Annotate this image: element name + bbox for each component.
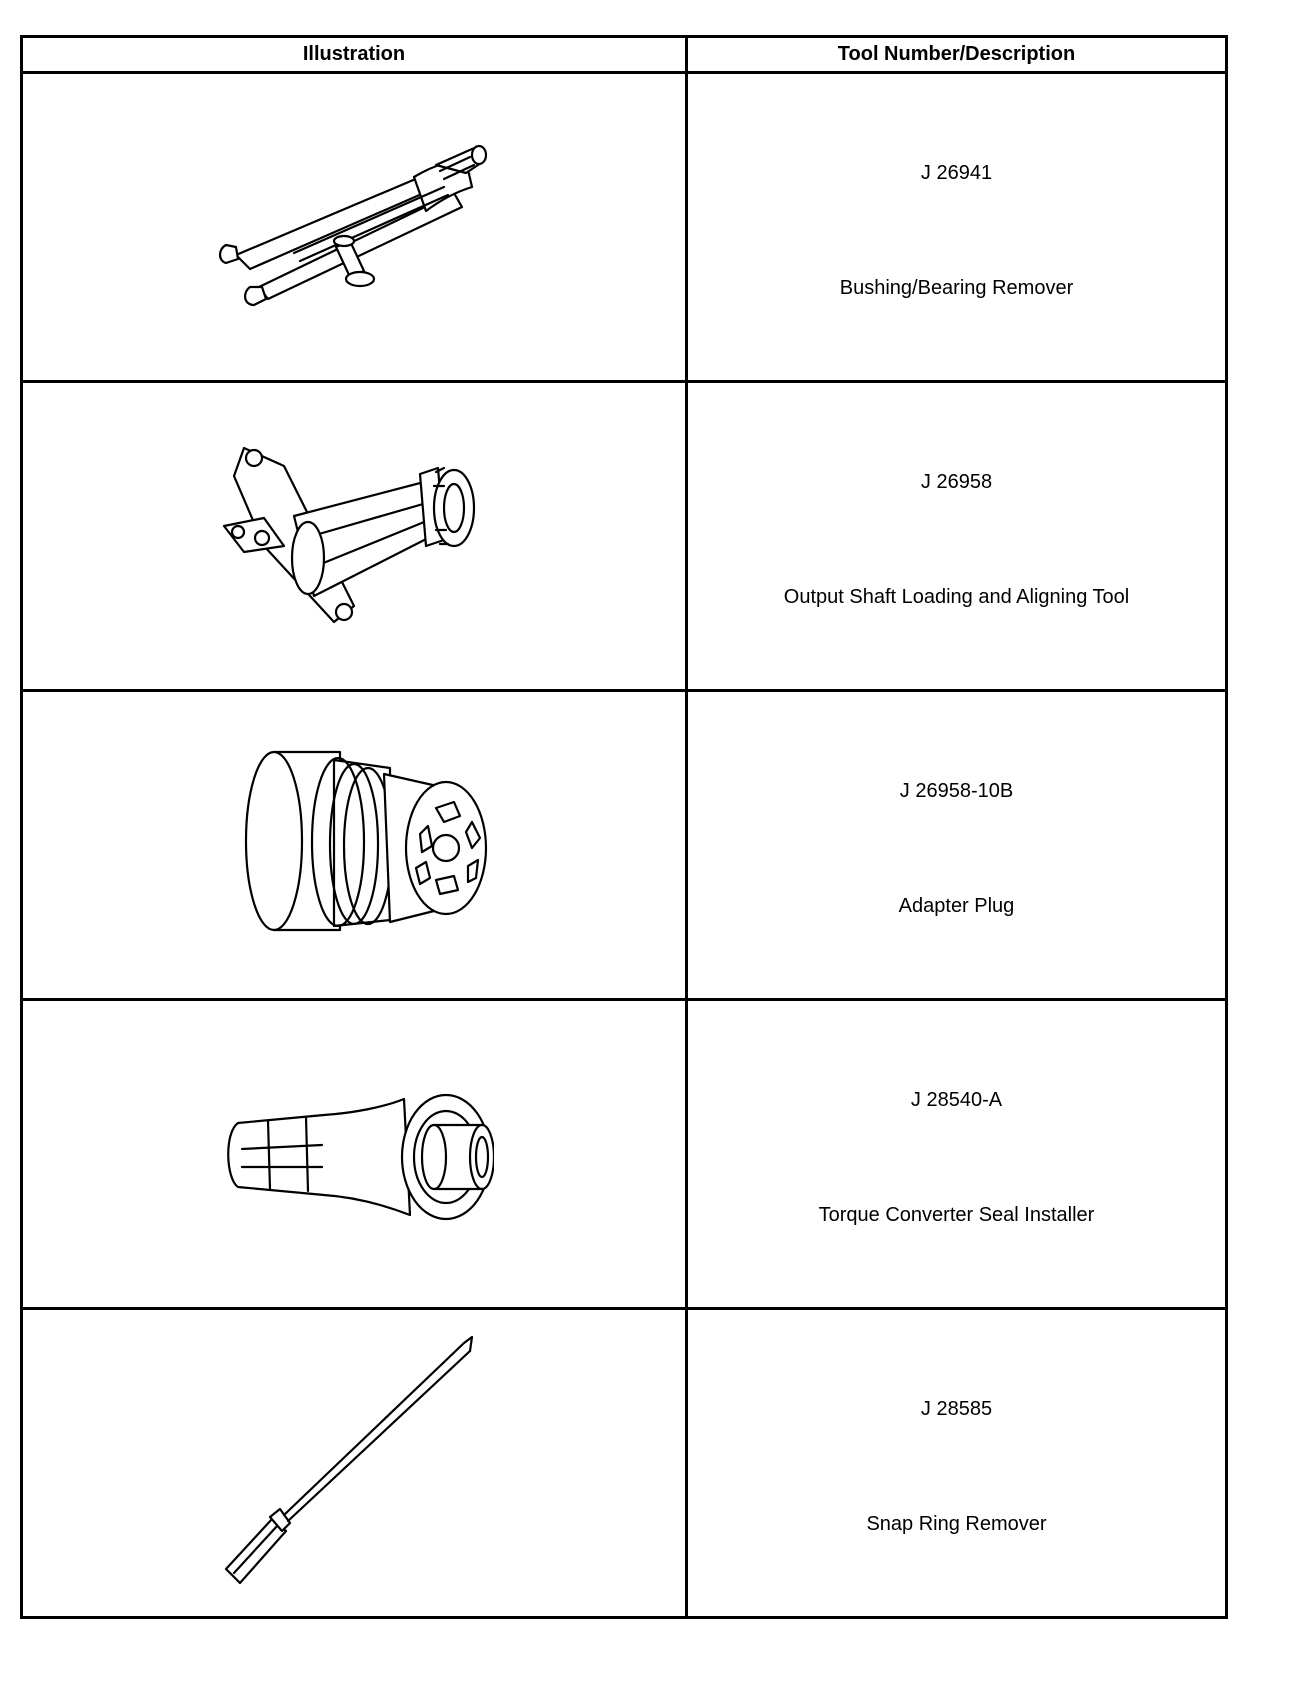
tool-description-cell [687,691,1227,1000]
snap-ring-remover-illustration [214,1333,494,1593]
tool-number: J 28540-A [910,1089,1003,1111]
tool-description-cell [687,1000,1227,1309]
seal-installer-illustration [214,1079,494,1229]
tool-description: Adapter Plug [898,895,1015,917]
adapter-plug-illustration [214,730,494,960]
illustration-cell [22,1000,687,1309]
tool-number: J 26941 [920,162,993,184]
tool-description-cell [687,73,1227,382]
output-shaft-aligning-tool-illustration [204,426,504,646]
illustration-cell [22,691,687,1000]
table-header-row [22,37,1227,73]
header-tool-number-description: Tool Number/Description [687,37,1227,73]
tool-description: Output Shaft Loading and Aligning Tool [783,586,1130,608]
illustration-cell [22,73,687,382]
tool-description-cell [687,382,1227,691]
tool-description: Snap Ring Remover [866,1513,1047,1535]
tool-number: J 28585 [920,1398,993,1420]
table-row [22,1309,1227,1618]
bushing-bearing-remover-illustration [204,127,504,327]
tool-description: Bushing/Bearing Remover [839,277,1074,299]
table-row [22,382,1227,691]
illustration-cell [22,382,687,691]
table-row [22,691,1227,1000]
tool-number: J 26958 [920,471,993,493]
tool-description-cell [687,1309,1227,1618]
table-row [22,1000,1227,1309]
tool-number: J 26958-10B [899,780,1014,802]
table-row [22,73,1227,382]
tool-description: Torque Converter Seal Installer [818,1204,1095,1226]
special-tools-table [20,35,1228,1619]
illustration-cell [22,1309,687,1618]
header-illustration: Illustration [22,37,687,73]
